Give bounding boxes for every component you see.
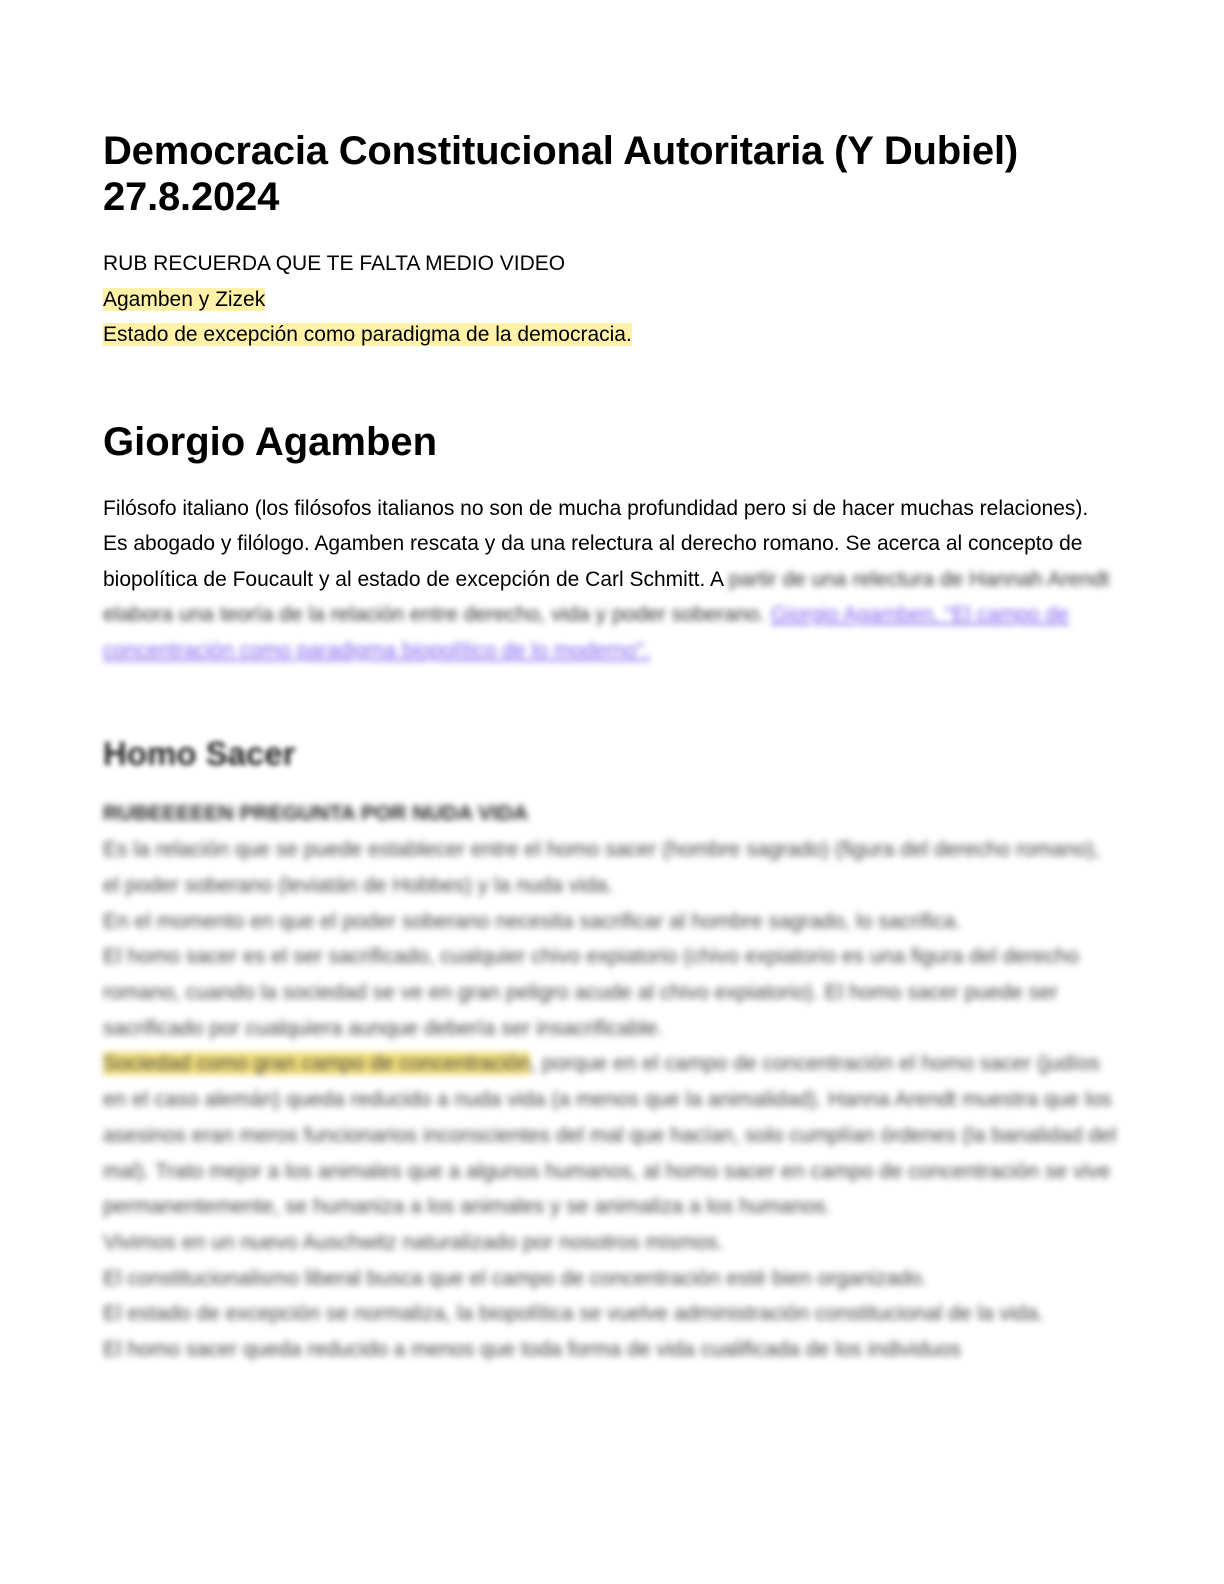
highlighted-phrase: Sociedad como gran campo de concentración <box>103 1052 531 1076</box>
body-paragraph: Sociedad como gran campo de concentración, porque en el campo de concentración el homo sacer (judíos en el caso alemán) queda reducido a nuda vida (a menos que la animalidad). Hanna Arendt muestra que los asesinos eran meros funcionarios inconscientes del mal que hacían, solo cumplían órdenes (la banalidad del mal). Trato mejor a los animales que a algunos humanos, al homo sacer en campo de concentración se vive permanentemente, se humaniza a los animales y se animaliza a los humanos. <box>103 1052 1117 1219</box>
agamben-paragraph <box>103 491 1118 669</box>
body-paragraph: El homo sacer es el ser sacrificado, cualquier chivo expiatorio (chivo expiatorio es una figura del derecho romano, cuando la sociedad se ve en gran peligro acude al chivo expiatorio). El homo sacer puede ser sacrificado por cualquiera aunque debería ser insacrificable. <box>103 945 1079 1040</box>
agamben-reference-link[interactable]: Giorgio Agamben. "El campo de concentración como paradigma biopolítico de lo moderno". <box>103 603 1069 662</box>
agamben-paragraph-text: Filósofo italiano (los filósofos italianos no son de mucha profundidad pero si de hacer muchas relaciones). Es abogado y filólogo. Agamben rescata y da una relectura al derecho romano. Se acerca al concepto de biopolítica de Foucault y al estado de excepción de Carl Schmitt. A <box>103 496 1089 591</box>
body-paragraph: El homo sacer queda reducido a menos que toda forma de vida cualificada de los individuos <box>103 1338 962 1362</box>
highlighted-note: Agamben y Zizek <box>103 287 266 311</box>
homo-sacer-body <box>103 796 1118 1367</box>
agamben-paragraph-blurred-text: partir de una relectura de Hannah Arendt elabora una teoría de la relación entre derecho, vida y poder soberano. <box>103 567 1110 627</box>
document-title-date: 27.8.2024 <box>103 175 280 219</box>
section-heading-homo-sacer: Homo Sacer <box>103 735 296 773</box>
highlighted-note: Estado de excepción como paradigma de la democracia. <box>103 323 632 346</box>
body-paragraph: El constitucionalismo liberal busca que el campo de concentración esté bien organizado. <box>103 1266 928 1290</box>
body-paragraph: Es la relación que se puede establecer entre el homo sacer (hombre sagrado) (figura del derecho romano), el poder soberano (leviatán de Hobbes) y la nuda vida. <box>103 838 1100 897</box>
body-paragraph: Vivimos en un nuevo Auschwitz naturalizado por nosotros mismos. <box>103 1230 724 1254</box>
section-heading-agamben: Giorgio Agamben <box>103 419 438 464</box>
body-paragraph: El estado de excepción se normaliza, la biopolítica se vuelve administración constitucional de la vida. <box>103 1302 1044 1326</box>
question-note: RUBEEEEEN PREGUNTA POR NUDA VIDA <box>103 802 529 826</box>
reminder-note: RUB RECUERDA QUE TE FALTA MEDIO VIDEO <box>103 252 566 275</box>
document-title-line1: Democracia Constitucional Autoritaria (Y Dubiel) <box>103 129 1019 173</box>
body-paragraph: En el momento en que el poder soberano necesita sacrificar al hombre sagrado, lo sacrifica. <box>103 909 961 933</box>
document-page <box>103 128 1118 1368</box>
document-title <box>103 128 1118 220</box>
notes-block <box>103 246 1118 353</box>
